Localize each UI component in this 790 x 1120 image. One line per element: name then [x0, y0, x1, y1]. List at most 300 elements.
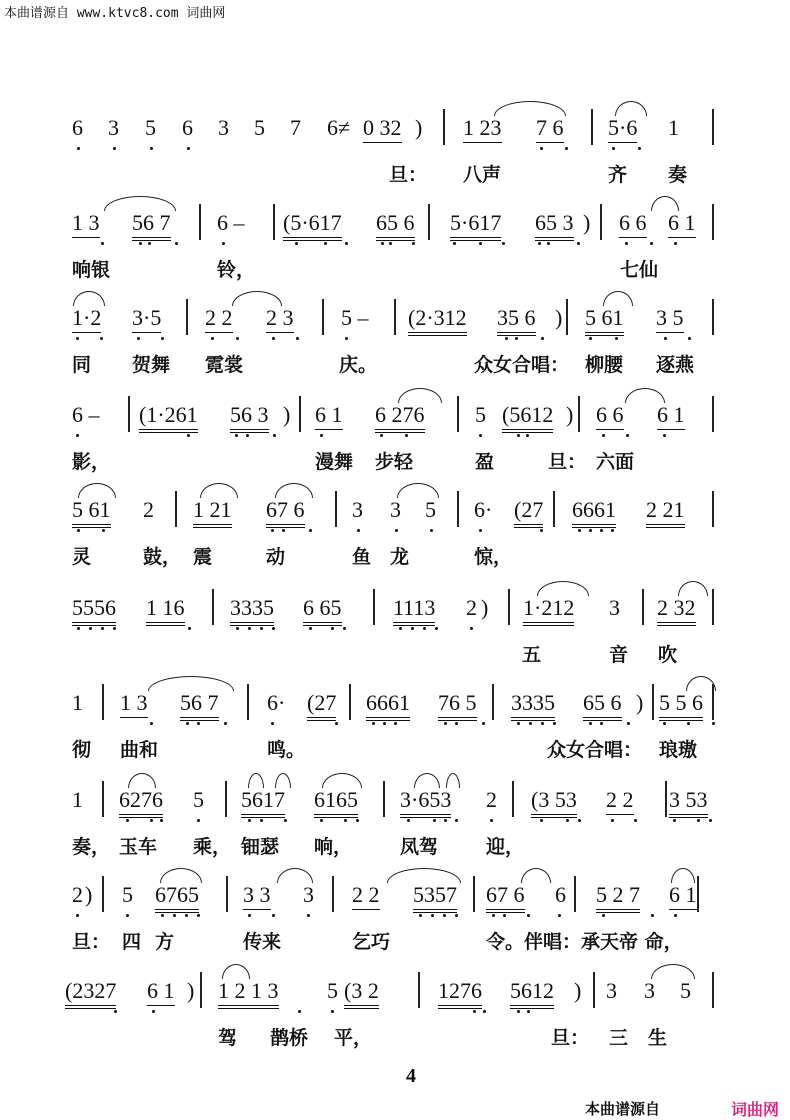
score-line-1 — [0, 115, 790, 211]
score-line-5 — [0, 497, 790, 593]
barline — [102, 781, 104, 817]
note-group: 2 — [466, 595, 477, 620]
lyric-text: 乞巧 — [352, 931, 391, 953]
lyric-text: 旦： — [548, 451, 587, 473]
lower-octave-dot — [492, 914, 495, 917]
lower-octave-dot — [651, 914, 654, 917]
lower-octave-dot — [381, 242, 384, 245]
note-group: 6661 — [572, 497, 616, 528]
lyric-text: 庆。 — [339, 354, 378, 376]
note-group: 6 – — [217, 210, 245, 235]
barline — [652, 684, 654, 720]
note-group: 6 1 — [147, 978, 175, 1006]
barline — [600, 204, 602, 240]
note-group: 6661 — [366, 690, 410, 721]
lyric-text: 凤驾 — [400, 836, 439, 858]
slur-arc — [615, 101, 647, 116]
lower-octave-dot — [211, 337, 214, 340]
note-group: 1 16 — [146, 595, 185, 626]
lower-octave-dot — [673, 819, 676, 822]
lower-octave-dot — [611, 529, 614, 532]
lower-octave-dot — [320, 819, 323, 822]
barline — [226, 876, 228, 912]
note-group: 3 3 — [243, 882, 271, 910]
lower-octave-dot — [331, 627, 334, 630]
lower-octave-dot — [540, 147, 543, 150]
lower-octave-dot — [663, 722, 666, 725]
barline — [418, 972, 420, 1008]
lyric-text: 奏 — [668, 164, 688, 186]
lyric-text: 迎， — [486, 836, 525, 858]
note-group: 5 — [122, 882, 133, 907]
note-group: 6· — [474, 497, 493, 522]
lower-octave-dot — [77, 147, 80, 150]
lower-octave-dot — [589, 722, 592, 725]
lower-octave-dot — [709, 819, 712, 822]
score-line-4 — [0, 402, 790, 498]
note-group: 2 3 — [266, 305, 294, 333]
lyric-text: 彻 — [72, 739, 92, 761]
lower-octave-dot — [76, 337, 79, 340]
lyric-text: 吹 — [658, 644, 678, 666]
barline — [225, 781, 227, 817]
lower-octave-dot — [527, 1010, 530, 1013]
lower-octave-dot — [578, 819, 581, 822]
note-group: ) — [574, 978, 582, 1003]
lower-octave-dot — [260, 819, 263, 822]
lower-octave-dot — [479, 434, 482, 437]
note-group: 6 65 — [303, 595, 342, 626]
lower-octave-dot — [455, 914, 458, 917]
barline — [186, 299, 188, 335]
note-group: 2 2 — [205, 305, 233, 333]
lower-octave-dot — [611, 819, 614, 822]
lower-octave-dot — [688, 337, 691, 340]
lower-octave-dot — [320, 434, 323, 437]
lyric-text: 旦： — [389, 164, 428, 186]
barline — [175, 491, 177, 527]
note-group: 2 2 — [606, 787, 634, 815]
note-group: 5 — [475, 402, 486, 427]
lower-octave-dot — [114, 1010, 117, 1013]
lower-octave-dot — [453, 242, 456, 245]
lower-octave-dot — [517, 1010, 520, 1013]
note-group: 2 — [143, 497, 154, 522]
lower-octave-dot — [433, 819, 436, 822]
lower-octave-dot — [126, 819, 129, 822]
lyric-text: 奏， — [72, 836, 111, 858]
lyric-text: 六面 — [596, 451, 635, 473]
lower-octave-dot — [602, 434, 605, 437]
lyric-text: 惊， — [474, 546, 513, 568]
lower-octave-dot — [77, 627, 80, 630]
note-group: 2 — [486, 787, 497, 812]
lower-octave-dot — [540, 819, 543, 822]
barline — [199, 204, 201, 240]
note-group: ) — [583, 210, 591, 235]
lyric-text: 逐燕 — [656, 354, 695, 376]
note-group: (27 — [514, 497, 543, 528]
note-group: 1 3 — [120, 690, 148, 718]
barline — [349, 684, 351, 720]
lower-octave-dot — [470, 627, 473, 630]
lower-octave-dot — [527, 914, 530, 917]
lower-octave-dot — [687, 722, 690, 725]
barline — [247, 684, 249, 720]
lower-octave-dot — [578, 529, 581, 532]
lyric-text: 众女合唱： — [474, 354, 570, 376]
lower-octave-dot — [395, 529, 398, 532]
note-group: 5 61 — [585, 305, 624, 336]
lower-octave-dot — [113, 627, 116, 630]
lower-octave-dot — [335, 722, 338, 725]
lower-octave-dot — [482, 722, 485, 725]
note-group: 5 — [327, 978, 338, 1003]
slur-arc — [494, 101, 566, 116]
lower-octave-dot — [663, 434, 666, 437]
barline — [492, 684, 494, 720]
barline — [102, 684, 104, 720]
note-group: 7 6 — [536, 115, 564, 143]
lower-octave-dot — [150, 819, 153, 822]
lower-octave-dot — [455, 819, 458, 822]
lower-octave-dot — [344, 819, 347, 822]
lyric-text: 霓裳 — [205, 354, 244, 376]
note-group: 5612 — [510, 978, 554, 1009]
lower-octave-dot — [272, 627, 275, 630]
lower-octave-dot — [309, 627, 312, 630]
barline — [128, 396, 130, 432]
lower-octave-dot — [430, 529, 433, 532]
lyric-text: 驾 — [218, 1027, 238, 1049]
lower-octave-dot — [419, 914, 422, 917]
lyric-text: 玉车 — [119, 836, 158, 858]
barline — [712, 204, 714, 240]
lower-octave-dot — [197, 914, 200, 917]
lower-octave-dot — [517, 434, 520, 437]
lyric-text: 旦： — [551, 1027, 590, 1049]
lower-octave-dot — [473, 1010, 476, 1013]
note-group: 1 2 1 3 — [218, 978, 279, 1009]
lower-octave-dot — [577, 242, 580, 245]
barline — [322, 299, 324, 335]
lower-octave-dot — [634, 819, 637, 822]
lower-octave-dot — [309, 529, 312, 532]
note-group: 6 — [72, 115, 83, 140]
lower-octave-dot — [664, 337, 667, 340]
lower-octave-dot — [246, 434, 249, 437]
barline — [443, 109, 445, 145]
lyric-text: 琅璈 — [659, 739, 698, 761]
lower-octave-dot — [553, 722, 556, 725]
note-group: 3 5 — [656, 305, 684, 333]
note-group: 3335 — [511, 690, 555, 721]
barline — [712, 396, 714, 432]
lower-octave-dot — [76, 914, 79, 917]
lower-octave-dot — [236, 337, 239, 340]
lower-octave-dot — [602, 914, 605, 917]
lower-octave-dot — [100, 337, 103, 340]
note-group: 3335 — [230, 595, 274, 626]
lower-octave-dot — [515, 337, 518, 340]
barline — [578, 396, 580, 432]
lower-octave-dot — [161, 337, 164, 340]
note-group: ) — [481, 595, 489, 620]
note-group: 3·653 — [400, 787, 451, 818]
barline — [712, 972, 714, 1008]
lower-octave-dot — [331, 1010, 334, 1013]
note-group: 6 1 — [315, 402, 343, 430]
lower-octave-dot — [399, 627, 402, 630]
lower-octave-dot — [324, 242, 327, 245]
note-group: 1·2 — [72, 305, 101, 333]
note-group: 2 2 — [352, 882, 380, 910]
lower-octave-dot — [526, 434, 529, 437]
lower-octave-dot — [271, 722, 274, 725]
note-group: 5617 — [241, 787, 285, 818]
lower-octave-dot — [345, 337, 348, 340]
lower-octave-dot — [444, 722, 447, 725]
note-group: 67 6 — [266, 497, 305, 528]
lower-octave-dot — [712, 722, 715, 725]
footer-brand-link[interactable]: 词曲网 — [731, 1100, 780, 1119]
barline — [212, 589, 214, 625]
lower-octave-dot — [188, 627, 191, 630]
lyric-text: 众女合唱： — [547, 739, 643, 761]
barline — [642, 589, 644, 625]
lower-octave-dot — [455, 722, 458, 725]
lyric-text: 三 — [609, 1027, 629, 1049]
note-group: 7 — [290, 115, 301, 140]
lower-octave-dot — [248, 914, 251, 917]
lyric-text: 步轻 — [375, 451, 414, 473]
lyric-text: 鹊桥 — [270, 1027, 309, 1049]
lower-octave-dot — [345, 242, 348, 245]
lower-octave-dot — [423, 627, 426, 630]
note-group: 3 — [609, 595, 620, 620]
lower-octave-dot — [389, 242, 392, 245]
barline — [574, 876, 576, 912]
lower-octave-dot — [505, 337, 508, 340]
note-group: ) — [187, 978, 195, 1003]
lyric-text: 灵 — [72, 546, 92, 568]
note-group: 1 — [668, 115, 679, 140]
note-group: 2 — [72, 882, 83, 907]
note-group: 5 5 6 — [659, 690, 703, 721]
lower-octave-dot — [540, 529, 543, 532]
lower-octave-dot — [589, 337, 592, 340]
lower-octave-dot — [272, 914, 275, 917]
lower-octave-dot — [479, 529, 482, 532]
score-line-6 — [0, 595, 790, 691]
note-group: 3 — [390, 497, 401, 522]
lyric-text: 鱼 — [352, 546, 372, 568]
lyric-text: 龙 — [390, 546, 410, 568]
footer-source-label: 本曲谱源自 — [585, 1100, 661, 1118]
barline — [591, 109, 593, 145]
lower-octave-dot — [435, 627, 438, 630]
lower-octave-dot — [273, 434, 276, 437]
lower-octave-dot — [483, 1010, 486, 1013]
note-group: (3 2 — [344, 978, 379, 1009]
note-group: 5 — [193, 787, 204, 812]
barline — [102, 876, 104, 912]
lyric-text: 响， — [314, 836, 353, 858]
lyric-text: 四 — [122, 931, 142, 953]
note-group: 3·5 — [132, 305, 161, 333]
lower-octave-dot — [284, 819, 287, 822]
note-group: ) — [85, 882, 93, 907]
lyric-text: 乘， — [193, 836, 232, 858]
note-group: 3 — [606, 978, 617, 1003]
note-group: 6276 — [119, 787, 163, 818]
lower-octave-dot — [236, 627, 239, 630]
lower-octave-dot — [566, 819, 569, 822]
lower-octave-dot — [538, 242, 541, 245]
barline — [712, 491, 714, 527]
note-group: 56 3 — [230, 402, 269, 433]
note-group: 67 6 — [486, 882, 525, 913]
barline — [508, 589, 510, 625]
note-group: 5 — [254, 115, 265, 140]
note-group: 1 — [72, 690, 83, 715]
lower-octave-dot — [625, 242, 628, 245]
barline — [697, 876, 699, 912]
lower-octave-dot — [394, 722, 397, 725]
note-group: (5·617 — [283, 210, 342, 241]
lower-octave-dot — [101, 242, 104, 245]
note-group: 5 — [425, 497, 436, 522]
note-group: 5556 — [72, 595, 116, 626]
lower-octave-dot — [248, 819, 251, 822]
lyric-text: 盈 — [475, 451, 495, 473]
note-group: 6≠ — [327, 115, 351, 140]
lower-octave-dot — [113, 147, 116, 150]
lower-octave-dot — [600, 529, 603, 532]
score-line-8 — [0, 787, 790, 883]
lower-octave-dot — [197, 722, 200, 725]
note-group: 1 3 — [72, 210, 100, 238]
score-line-7 — [0, 690, 790, 786]
lower-octave-dot — [160, 819, 163, 822]
note-group: 6 — [555, 882, 566, 907]
lower-octave-dot — [357, 529, 360, 532]
lower-octave-dot — [76, 434, 79, 437]
lower-octave-dot — [187, 147, 190, 150]
lyric-text: 生 — [648, 1027, 668, 1049]
note-group: 76 5 — [438, 690, 477, 721]
note-group: 6· — [267, 690, 286, 715]
lower-octave-dot — [271, 529, 274, 532]
barline — [383, 781, 385, 817]
lyric-text: 钿瑟 — [241, 836, 280, 858]
lyric-text: 鼓， — [143, 546, 182, 568]
note-group: 6 6 — [596, 402, 624, 430]
lyric-text: 平， — [334, 1027, 373, 1049]
lower-octave-dot — [235, 434, 238, 437]
barline — [332, 876, 334, 912]
lower-octave-dot — [356, 819, 359, 822]
barline — [553, 491, 555, 527]
note-group: 1 23 — [463, 115, 502, 143]
note-group: 5 – — [341, 305, 369, 330]
lower-octave-dot — [102, 529, 105, 532]
lower-octave-dot — [197, 819, 200, 822]
note-group: 3 53 — [669, 787, 708, 818]
lower-octave-dot — [547, 242, 550, 245]
lower-octave-dot — [529, 722, 532, 725]
note-group: 1113 — [393, 595, 435, 626]
lyric-text: 齐 — [608, 164, 628, 186]
note-group: 6 – — [72, 402, 100, 427]
lyric-text: 曲和 — [120, 739, 159, 761]
barline — [335, 491, 337, 527]
lower-octave-dot — [150, 147, 153, 150]
note-group: ) — [283, 402, 291, 427]
barline — [473, 876, 475, 912]
note-group: 65 6 — [583, 690, 622, 721]
barline — [712, 109, 714, 145]
barline — [273, 204, 275, 240]
barline — [457, 396, 459, 432]
lower-octave-dot — [282, 529, 285, 532]
lower-octave-dot — [173, 914, 176, 917]
note-group: 6 276 — [375, 402, 425, 433]
note-group: 3 — [352, 497, 363, 522]
lower-octave-dot — [101, 627, 104, 630]
lower-octave-dot — [600, 722, 603, 725]
note-group: 35 6 — [497, 305, 536, 336]
note-group: 6 — [182, 115, 193, 140]
page-number: 4 — [406, 1065, 416, 1087]
lower-octave-dot — [612, 147, 615, 150]
lower-octave-dot — [126, 914, 129, 917]
barline — [428, 204, 430, 240]
lower-octave-dot — [443, 914, 446, 917]
lower-octave-dot — [541, 337, 544, 340]
barline — [512, 781, 514, 817]
note-group: 6 1 — [657, 402, 685, 430]
lower-octave-dot — [479, 242, 482, 245]
lyric-text: 传来 — [243, 931, 282, 953]
lower-octave-dot — [626, 434, 629, 437]
lower-octave-dot — [89, 627, 92, 630]
note-group: ) — [566, 402, 574, 427]
lower-octave-dot — [565, 147, 568, 150]
note-group: 1276 — [438, 978, 482, 1009]
lower-octave-dot — [383, 722, 386, 725]
note-group: 5 — [145, 115, 156, 140]
lyric-text: 同 — [72, 354, 92, 376]
lower-octave-dot — [186, 722, 189, 725]
barline — [200, 972, 202, 1008]
lyric-text: 令。伴唱：承天帝 命， — [486, 931, 683, 953]
lower-octave-dot — [150, 722, 153, 725]
lower-octave-dot — [503, 914, 506, 917]
note-group: 6 1 — [668, 210, 696, 238]
lyric-text: 五 — [522, 644, 542, 666]
lyric-text: 影， — [72, 451, 111, 473]
lower-octave-dot — [272, 337, 275, 340]
note-group: 5 61 — [72, 497, 111, 528]
score-line-3 — [0, 305, 790, 401]
note-group: 1 — [72, 787, 83, 812]
lower-octave-dot — [77, 529, 80, 532]
note-group: ) — [415, 115, 423, 140]
lower-octave-dot — [638, 147, 641, 150]
lyric-text: 响银 — [72, 259, 111, 281]
note-group: 1 21 — [193, 497, 232, 528]
